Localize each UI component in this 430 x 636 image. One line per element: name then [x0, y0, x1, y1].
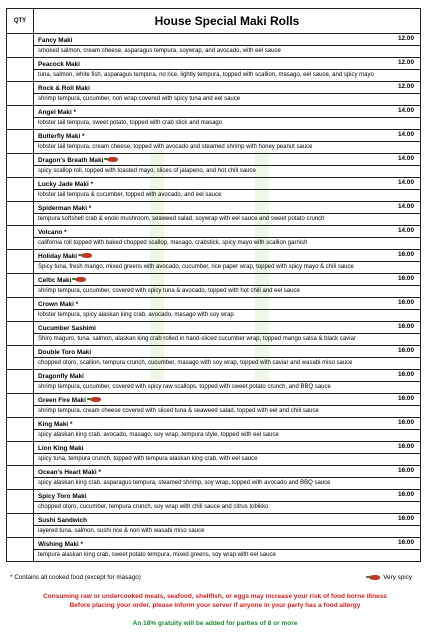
menu-item-desc-row	[7, 190, 421, 202]
menu-item-desc-row	[7, 478, 421, 490]
chili-pepper-icon	[107, 157, 118, 162]
item-description: lobster tail tempura & cucumber, topped with avocado, and eel sauce	[34, 190, 421, 202]
qty-cell[interactable]	[7, 34, 34, 58]
qty-cell[interactable]	[7, 58, 34, 82]
item-description: smoked salmon, cream cheese, asparagus tempura, soywrap, and avocado, with eel sauce	[34, 46, 421, 58]
item-price: 16.00	[398, 395, 414, 402]
qty-cell[interactable]	[7, 202, 34, 226]
item-name-cell	[34, 514, 421, 526]
qty-cell[interactable]	[7, 106, 34, 130]
item-name-cell	[34, 154, 421, 166]
menu-item-desc-row	[7, 454, 421, 466]
item-price: 16.00	[398, 251, 414, 258]
item-name-cell	[34, 322, 421, 334]
item-name: Crown Maki *	[38, 300, 79, 308]
menu-item-row	[7, 538, 421, 550]
menu-item-row	[7, 202, 421, 214]
item-name: Lucky Jade Maki *	[38, 180, 94, 188]
item-price: 16.00	[398, 443, 414, 450]
menu-item-row	[7, 370, 421, 382]
item-description: lobster tail tempura, sweet potato, topped with crab stick and masago	[34, 118, 421, 130]
item-price: 16.00	[398, 491, 414, 498]
item-name: Rock & Roll Maki	[38, 84, 90, 92]
item-description: tuna, salmon, white fish, asparagus tempura, no rice, lightly tempura, topped with scallion, masago, eel sauce, and spicy mayo	[34, 70, 421, 82]
qty-header: QTY	[7, 9, 34, 34]
item-name: Sushi Sandwich	[38, 516, 88, 524]
qty-cell[interactable]	[7, 274, 34, 298]
food-safety-warning	[0, 592, 430, 610]
item-price: 16.00	[398, 371, 414, 378]
menu-item-row	[7, 130, 421, 142]
menu-item-row	[7, 514, 421, 526]
qty-cell[interactable]	[7, 538, 34, 562]
qty-cell[interactable]	[7, 442, 34, 466]
menu-item-desc-row	[7, 286, 421, 298]
item-name-cell	[34, 346, 421, 358]
menu-item-row	[7, 178, 421, 190]
item-name-cell	[34, 202, 421, 214]
menu-item-row	[7, 106, 421, 118]
item-description: chopped otoro, cucumber, tempura crunch, soy wrap with chili sauce and citrus tobikko	[34, 502, 421, 514]
item-name: Fancy Maki	[38, 36, 73, 44]
qty-cell[interactable]	[7, 298, 34, 322]
qty-cell[interactable]	[7, 82, 34, 106]
item-description: lobster tempura, spicy alaskan king crab, avocado, masago with soy wrap	[34, 310, 421, 322]
menu-item-row	[7, 298, 421, 310]
qty-cell[interactable]	[7, 250, 34, 274]
menu-item-row	[7, 82, 421, 94]
chili-pepper-icon	[90, 397, 101, 402]
menu-table-container	[6, 8, 421, 562]
qty-cell[interactable]	[7, 466, 34, 490]
item-price: 16.00	[398, 299, 414, 306]
item-name: Dragonfly Maki	[38, 372, 84, 380]
qty-cell[interactable]	[7, 178, 34, 202]
item-name: Cucumber Sashimi	[38, 324, 96, 332]
menu-item-row	[7, 250, 421, 262]
page-title: House Special Maki Rolls	[34, 9, 421, 34]
qty-cell[interactable]	[7, 418, 34, 442]
item-name-cell	[34, 82, 421, 94]
item-name: Spicy Toro Maki	[38, 492, 87, 500]
menu-item-desc-row	[7, 406, 421, 418]
spicy-legend-label: Very spicy	[383, 574, 412, 581]
item-name-cell	[34, 490, 421, 502]
item-name: Green Fire Maki	[38, 396, 86, 404]
menu-item-desc-row	[7, 526, 421, 538]
menu-item-desc-row	[7, 310, 421, 322]
menu-item-desc-row	[7, 430, 421, 442]
item-name: Volcano *	[38, 228, 67, 236]
item-name: Lion King Maki	[38, 444, 84, 452]
chili-pepper-icon	[369, 575, 380, 580]
chili-pepper-icon	[81, 253, 92, 258]
spicy-legend	[365, 574, 412, 581]
item-name: Peacock Maki	[38, 60, 80, 68]
item-name-cell	[34, 442, 421, 454]
item-price: 16.00	[398, 515, 414, 522]
item-price: 14.00	[398, 131, 414, 138]
cooked-food-note: * Contains all cooked food (except for masago)	[10, 574, 141, 581]
menu-item-row	[7, 466, 421, 478]
warning-line-2: Before placing your order, please inform your server if anyone in your party has a food allergy	[69, 602, 361, 609]
item-name-cell	[34, 226, 421, 238]
item-price: 16.00	[398, 419, 414, 426]
item-name-cell	[34, 250, 421, 262]
item-name: Butterfly Maki *	[38, 132, 85, 140]
item-price: 16.00	[398, 467, 414, 474]
menu-item-row	[7, 442, 421, 454]
item-price: 12.00	[398, 59, 414, 66]
qty-cell[interactable]	[7, 346, 34, 370]
item-description: california roll topped with baked chopped scallop, masago, crabstick, spicy mayo with scallion garnish	[34, 238, 421, 250]
item-name-cell	[34, 298, 421, 310]
item-name: Ocean's Heart Maki *	[38, 468, 101, 476]
menu-item-desc-row	[7, 358, 421, 370]
item-name-cell	[34, 130, 421, 142]
item-name-cell	[34, 274, 421, 286]
item-name-cell	[34, 178, 421, 190]
item-price: 16.00	[398, 539, 414, 546]
item-name-cell	[34, 418, 421, 430]
menu-item-desc-row	[7, 142, 421, 154]
item-description: lobster tail tempura, cream cheese, topped with avocado and steamed shrimp with honey peanut sauce	[34, 142, 421, 154]
qty-cell[interactable]	[7, 490, 34, 514]
qty-cell[interactable]	[7, 322, 34, 346]
menu-item-desc-row	[7, 238, 421, 250]
item-description: spicy alaskan king crab, avocado, masago, soy wrap, tempura style, topped with eel sauce	[34, 430, 421, 442]
qty-cell[interactable]	[7, 226, 34, 250]
item-price: 16.00	[398, 275, 414, 282]
menu-item-desc-row	[7, 166, 421, 178]
item-name: Wishing Maki *	[38, 540, 84, 548]
item-price: 14.00	[398, 107, 414, 114]
menu-item-row	[7, 226, 421, 238]
qty-cell[interactable]	[7, 394, 34, 418]
qty-cell[interactable]	[7, 514, 34, 538]
menu-item-desc-row	[7, 550, 421, 562]
table-header-row	[7, 9, 421, 34]
item-price: 12.00	[398, 83, 414, 90]
item-description: spicy tuna, tempura crunch, topped with tempura alaskan king crab, with eel sauce	[34, 454, 421, 466]
item-name-cell	[34, 106, 421, 118]
item-description: layered tuna, salmon, sushi rice & nori with wasabi miso sauce	[34, 526, 421, 538]
item-description: shrimp tempura, cucumber, covered with spicy tuna & avocado, topped with hot chili and eel sauce	[34, 286, 421, 298]
item-description: shrimp tempura, cucumber, covered with spicy raw scallops, topped with sweet potato crunch, and BBQ sauce	[34, 382, 421, 394]
item-price: 16.00	[398, 347, 414, 354]
menu-item-desc-row	[7, 262, 421, 274]
menu-item-row	[7, 490, 421, 502]
item-name-cell	[34, 538, 421, 550]
qty-cell[interactable]	[7, 130, 34, 154]
qty-cell[interactable]	[7, 154, 34, 178]
item-price: 14.00	[398, 155, 414, 162]
menu-item-row	[7, 322, 421, 334]
menu-item-desc-row	[7, 94, 421, 106]
chili-pepper-icon	[75, 277, 86, 282]
item-description: tempura softshell crab & enoki mushroom, seaweed salad, soywrap with eel sauce and sweet potato crunch	[34, 214, 421, 226]
maki-rolls-table	[6, 8, 421, 562]
item-name: Holiday Maki	[38, 252, 78, 260]
item-price: 12.00	[398, 35, 414, 42]
menu-item-row	[7, 274, 421, 286]
menu-item-desc-row	[7, 214, 421, 226]
item-description: chopped otoro, scallion, tempura crunch, cucumber, masago with soy wrap, topped with caviar and wasabi miso sauce	[34, 358, 421, 370]
item-description: Spicy tuna, fresh mango, mixed greens with avocado, cucumber, rice paper wrap, topped with spicy mayo & chili sauce	[34, 262, 421, 274]
item-price: 14.00	[398, 203, 414, 210]
menu-item-desc-row	[7, 118, 421, 130]
item-name-cell	[34, 466, 421, 478]
item-description: Shiro maguro, tuna, salmon, alaskan king crab rolled in hand-sliced cucumber wrap, topped mango salsa & black caviar	[34, 334, 421, 346]
item-name: Angel Maki *	[38, 108, 76, 116]
menu-item-row	[7, 34, 421, 46]
item-name-cell	[34, 58, 421, 70]
item-name: Spiderman Maki *	[38, 204, 92, 212]
item-name: King Maki *	[38, 420, 73, 428]
item-description: shrimp tempura, cucumber, nori wrap covered with spicy tuna and eel sauce	[34, 94, 421, 106]
warning-line-1: Consuming raw or undercooked meats, seafood, shellfish, or eggs may increase your risk of food borne illness	[43, 593, 387, 600]
menu-item-desc-row	[7, 382, 421, 394]
item-name-cell	[34, 34, 421, 46]
menu-item-desc-row	[7, 502, 421, 514]
item-name-cell	[34, 370, 421, 382]
item-name-cell	[34, 394, 421, 406]
qty-cell[interactable]	[7, 370, 34, 394]
menu-body	[7, 34, 421, 562]
menu-item-row	[7, 58, 421, 70]
menu-item-desc-row	[7, 334, 421, 346]
item-name: Dragon's Breath Maki	[38, 156, 104, 164]
menu-item-row	[7, 418, 421, 430]
item-description: spicy alaskan king crab, asparagus tempura, steamed shrimp, soy wrap, topped with avocado and BBQ sauce	[34, 478, 421, 490]
item-description: tempura alaskan king crab, sweet potato tempura, mixed greens, soy wrap with eel sauce	[34, 550, 421, 562]
menu-item-row	[7, 394, 421, 406]
item-price: 16.00	[398, 323, 414, 330]
menu-item-desc-row	[7, 46, 421, 58]
item-name: Double Toro Maki	[38, 348, 92, 356]
item-description: shrimp tempura, cream cheese covered with sliced tuna & seaweed salad, topped with eel and chili sauce	[34, 406, 421, 418]
item-price: 14.00	[398, 227, 414, 234]
item-description: spicy scallop roll, topped with toasted mayo, slices of jalapeno, and hot chili sauce	[34, 166, 421, 178]
menu-item-row	[7, 346, 421, 358]
item-name: Celtic Maki	[38, 276, 72, 284]
menu-item-desc-row	[7, 70, 421, 82]
menu-item-row	[7, 154, 421, 166]
item-price: 14.00	[398, 179, 414, 186]
gratuity-note: An 18% gratuity will be added for parties of 8 or more	[132, 620, 298, 627]
